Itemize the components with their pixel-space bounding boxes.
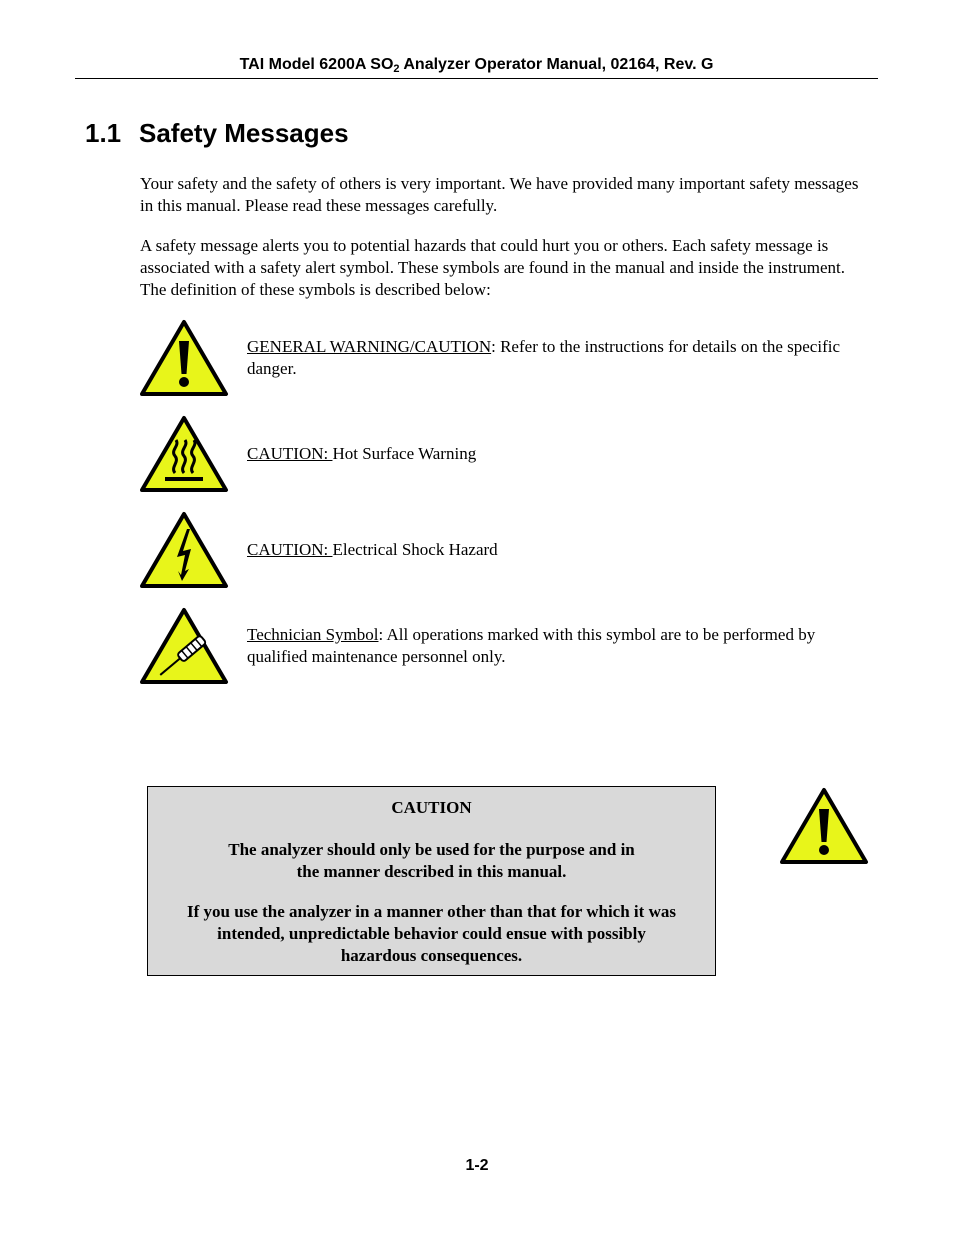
caution-text xyxy=(148,839,715,883)
symbol-label: Technician Symbol xyxy=(247,625,379,644)
header-subscript: 2 xyxy=(393,63,400,75)
symbol-text: : All operations marked with this symbol are to be performed by qualified maintenance personnel only. xyxy=(247,625,816,666)
header-title-part: TAI Model 6200A SO xyxy=(239,56,394,73)
section-title: Safety Messages xyxy=(139,118,349,148)
section-number: 1.1 xyxy=(85,118,122,148)
technician-icon xyxy=(139,607,229,685)
header-rule xyxy=(75,78,878,79)
general-warning-icon xyxy=(779,787,869,865)
symbol-description xyxy=(247,539,867,561)
symbol-description xyxy=(247,336,867,380)
page-number: 1-2 xyxy=(465,1157,489,1174)
symbol-description xyxy=(247,624,867,668)
electrical-shock-icon xyxy=(139,511,229,589)
header-title-part: Analyzer Operator Manual, 02164, Rev. G xyxy=(399,56,714,73)
symbol-label: CAUTION: xyxy=(247,444,333,463)
symbol-text: Electrical Shock Hazard xyxy=(332,540,498,559)
caution-line: If you use the analyzer in a manner other than that for which it was intended, unpredictable behavior could ensue with possibly hazardous consequences. xyxy=(187,902,676,965)
general-warning-icon xyxy=(139,319,229,397)
section-heading xyxy=(85,118,349,149)
running-header xyxy=(75,56,878,74)
intro-paragraph: Your safety and the safety of others is very important. We have provided many important safety messages in this manual. Please read these messages carefully. xyxy=(140,174,859,215)
symbol-label: CAUTION: xyxy=(247,540,333,559)
symbol-text: Hot Surface Warning xyxy=(332,444,477,463)
symbol-label: GENERAL WARNING/CAUTION xyxy=(247,337,492,356)
caution-box xyxy=(147,786,716,976)
symbol-text: : Refer to the instructions for details on the specific danger. xyxy=(247,337,840,378)
caution-text xyxy=(148,901,715,967)
symbol-description xyxy=(247,443,867,465)
safety-message-paragraph: A safety message alerts you to potential hazards that could hurt you or others. Each safety message is associated with a safety alert symbol. These symbols are found in the manual and inside the instrument. The definition of these symbols is described below: xyxy=(140,236,846,299)
caution-line: The analyzer should only be used for the purpose and in the manner described in this manual. xyxy=(228,840,635,881)
caution-title: CAUTION xyxy=(391,798,472,817)
hot-surface-icon xyxy=(139,415,229,493)
